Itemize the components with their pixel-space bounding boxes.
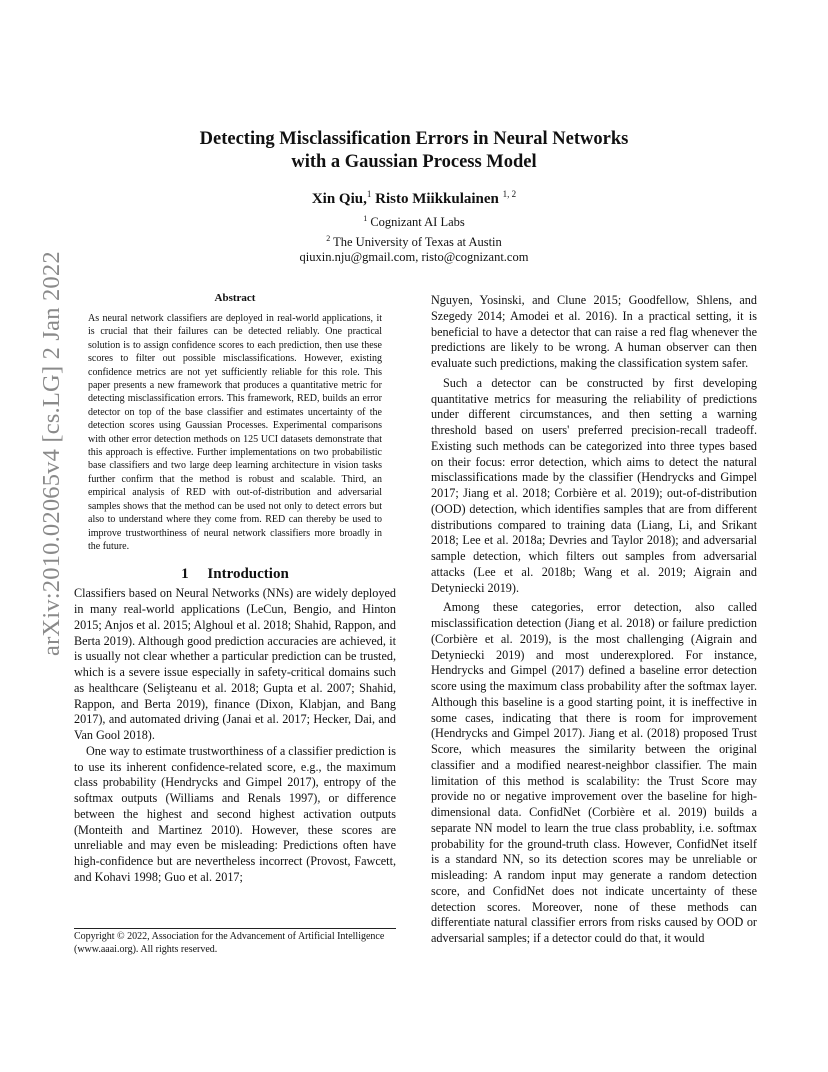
copyright-footnote: Copyright © 2022, Association for the Advancement of Artificial Intelligence (www.aaai.org). All rights reserved.: [74, 928, 396, 956]
affiliation-1-name: Cognizant AI Labs: [367, 215, 465, 230]
introduction-heading: 1 Introduction: [181, 566, 289, 583]
affiliation-2: [120, 231, 708, 251]
arxiv-stamp: [22, 251, 65, 672]
right-column: [431, 293, 757, 947]
author-emails: qiuxin.nju@gmail.com, risto@cognizant.com: [299, 250, 529, 265]
intro-paragraph-1: Classifiers based on Neural Networks (NNs) are widely deployed in many real-world applications (LeCun, Bengio, and Hinton 2015; Anjos et al. 2015; Alghoul et al. 2018; Shahid, Rappon, and Berta 2019). Although good prediction accuracies are achieved, it is usually not clear whether a particular prediction can be trusted, which is a severe issue especially in safety-critical domains such as healthcare (Selişteanu et al. 2018; Gupta et al. 2007; Shahid, Rappon, and Berta 2019), finance (Dixon, Klabjan, and Bang 2017), and automated driving (Janai et al. 2017; Hecker, Dai, and Van Gool 2018).: [74, 586, 396, 743]
author-2-affil-mark: 1, 2: [502, 189, 517, 199]
intro-paragraph-2: One way to estimate trustworthiness of a classifier prediction is to use its inherent confidence-related score, e.g., the maximum class probability (Hendrycks and Gimpel 2017), entropy of the softmax outputs (Williams and Renals 1997), or difference between the highest and second highest activation outputs (Monteith and Martinez 2010). However, these scores are unreliable and may even be misleading: Predictions often have high-confidence but are nevertheless incorrect (Provost, Fawcett, and Kohavi 1998; Guo et al. 2017;: [74, 743, 396, 884]
abstract-text: As neural network classifiers are deployed in real-world applications, it is crucial that their failures can be detected reliably. One practical solution is to assign confidence scores to each prediction, then use these scores to filter out possible misclassifications. However, existing confidence metrics are not yet sufficiently reliable for this role. This paper presents a new framework that produces a quantitative metric for detecting misclassification errors. This framework, RED, builds an error detector on top of the base classifier and estimates uncertainty of the detection scores using Gaussian Processes. Experimental comparisons with other error detection methods on 125 UCI datasets demonstrate that this approach is effective. Further implementations on two probabilistic base classifiers and two large deep learning architecture in vision tasks further confirm that the method is robust and scalable. Third, an empirical analysis of RED with out-of-distribution and adversarial samples shows that the method can be used not only to detect errors but also to understand where they come from. RED can thereby be used to improve trustworthiness of neural network classifiers more broadly in the future.: [88, 313, 382, 552]
abstract-heading: Abstract: [214, 292, 256, 304]
right-paragraph-1: Nguyen, Yosinski, and Clune 2015; Goodfellow, Shlens, and Szegedy 2014; Amodei et al. 2016). In a practical setting, it is beneficial to have a detector that can raise a red flag whenever the predictions are likely to be wrong. A human observer can then evaluate such predictions, making the classification system safer.: [431, 293, 757, 370]
affiliation-2-name: The University of Texas at Austin: [330, 234, 502, 249]
arxiv-identifier: arXiv:2010.02065v4 [cs.LG] 2 Jan 2022: [38, 251, 65, 656]
affiliation-1-mark: 1: [363, 214, 368, 223]
affiliation-2-mark: 2: [326, 233, 331, 243]
author-1: Xin Qiu,: [311, 191, 367, 207]
paper-title: [120, 128, 708, 174]
author-list: [120, 189, 708, 208]
author-1-affil-mark: 1: [366, 189, 372, 199]
left-column: [74, 292, 396, 886]
title-line-2: with a Gaussian Process Model: [291, 152, 537, 172]
author-2: Risto Miikkulainen: [375, 191, 499, 207]
right-paragraph-3: Among these categories, error detection, also called misclassification detection (Jiang et al. 2018) or failure prediction (Corbière et al. 2019), is the most challenging (Aigrain and Detyniecki 2019) and most underexplored. For instance, Hendrycks and Gimpel (2017) defined a baseline error detection score using the maximum class probability after the softmax layer. Although this baseline is a good starting point, it is ineffective in some cases, indicating that there is room for improvement (Hendrycks and Gimpel 2017). Jiang et al. (2018) proposed Trust Score, which measures the similarity between the original classifier and a modified nearest-neighbor classifier. The main limitation of this method is scalability: the Trust Score may provide no or negative improvement over the baseline for high-dimensional data. ConfidNet (Corbière et al. 2019) builds a separate NN model to learn the true class probablity, i.e. softmax probability for the ground-truth class. However, ConfidNet itself is a standard NN, so its detection scores may be unreliable or misleading: A random input may generate a random detection score, and ConfidNet does not indicate uncertainty of these detection scores. Moreover, none of these methods can differentiate natural classifier errors from risks caused by OOD or adversarial samples; if a detector could do that, it would: [431, 600, 757, 945]
title-line-1: Detecting Misclassification Errors in Neural Networks: [199, 129, 629, 149]
affiliation-1: [120, 211, 708, 231]
right-paragraph-2: Such a detector can be constructed by first developing quantitative metrics for measuring the reliability of predictions under different circumstances, and then setting a warning threshold based on users' preferred precision-recall tradeoff. Existing such methods can be categorized into three types based on their focus: error detection, which aims to detect the natural misclassifications made by the classifier (Hendrycks and Gimpel 2017; Jiang et al. 2018; Corbière et al. 2019); out-of-distribution (OOD) detection, which identifies samples that are from different distributions compared to training data (Liang, Li, and Srikant 2018; Lee et al. 2018a; Devries and Taylor 2018); and adversarial sample detection, which filters out samples from adversarial attacks (Lee et al. 2018b; Wang et al. 2019; Aigrain and Detyniecki 2019).: [431, 375, 757, 595]
affiliations: [120, 211, 708, 266]
